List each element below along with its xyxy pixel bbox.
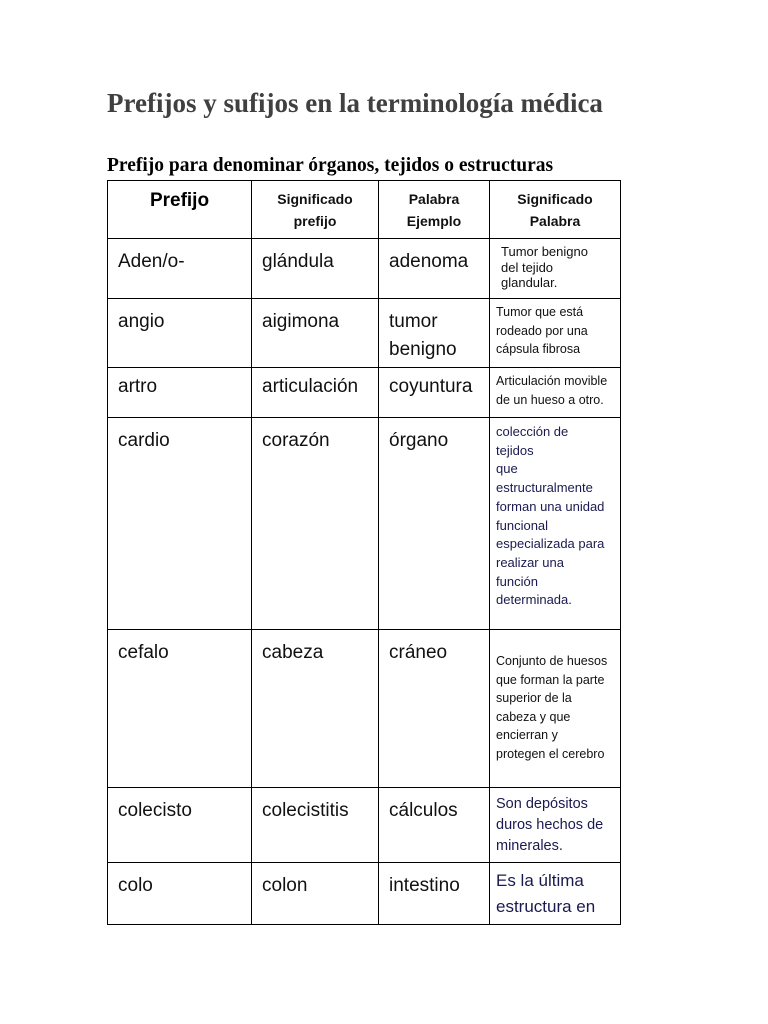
header-palabra-ejemplo: Palabra Ejemplo	[379, 181, 490, 239]
table-row	[108, 418, 621, 630]
cell-prefix: colo	[108, 863, 252, 925]
cell-prefix-meaning: corazón	[252, 418, 379, 630]
cell-prefix-meaning: aigimona	[252, 299, 379, 368]
cell-word-meaning: Tumor benigno del tejido glandular.	[490, 239, 621, 299]
prefix-table	[107, 180, 621, 925]
page-title: Prefijos y sufijos en la terminología médica	[107, 88, 603, 118]
cell-example-word: órgano	[379, 418, 490, 630]
table-row	[108, 299, 621, 368]
cell-prefix: cefalo	[108, 630, 252, 788]
cell-example-word: cráneo	[379, 630, 490, 788]
cell-prefix: artro	[108, 368, 252, 418]
cell-word-meaning: Articulación movible de un hueso a otro.	[490, 368, 621, 418]
header-prefijo: Prefijo	[108, 181, 252, 239]
table-row	[108, 630, 621, 788]
cell-example-word: cálculos	[379, 788, 490, 863]
cell-prefix-meaning: colecistitis	[252, 788, 379, 863]
cell-prefix-meaning: cabeza	[252, 630, 379, 788]
table-row	[108, 239, 621, 299]
cell-example-word: intestino	[379, 863, 490, 925]
cell-prefix: angio	[108, 299, 252, 368]
cell-example-word: tumor benigno	[379, 299, 490, 368]
cell-example-word: coyuntura	[379, 368, 490, 418]
cell-example-word: adenoma	[379, 239, 490, 299]
cell-word-meaning: Es la última estructura en	[490, 863, 621, 925]
header-significado-prefijo: Significado prefijo	[252, 181, 379, 239]
table-row	[108, 863, 621, 925]
cell-prefix: cardio	[108, 418, 252, 630]
section-subtitle: Prefijo para denominar órganos, tejidos o estructuras	[107, 155, 554, 176]
cell-prefix-meaning: articulación	[252, 368, 379, 418]
cell-prefix: Aden/o-	[108, 239, 252, 299]
cell-prefix: colecisto	[108, 788, 252, 863]
header-significado-palabra: Significado Palabra	[490, 181, 621, 239]
table-row	[108, 788, 621, 863]
cell-word-meaning: colección de tejidos que estructuralmente forman una unidad funcional especializada para realizar una función determinada.	[490, 418, 621, 630]
cell-word-meaning: Tumor que está rodeado por una cápsula fibrosa	[490, 299, 621, 368]
cell-word-meaning: Conjunto de huesos que forman la parte superior de la cabeza y que encierran y protegen el cerebro	[490, 630, 621, 788]
cell-prefix-meaning: glándula	[252, 239, 379, 299]
table-header-row	[108, 181, 621, 239]
cell-word-meaning: Son depósitos duros hechos de minerales.	[490, 788, 621, 863]
table-row	[108, 368, 621, 418]
cell-prefix-meaning: colon	[252, 863, 379, 925]
